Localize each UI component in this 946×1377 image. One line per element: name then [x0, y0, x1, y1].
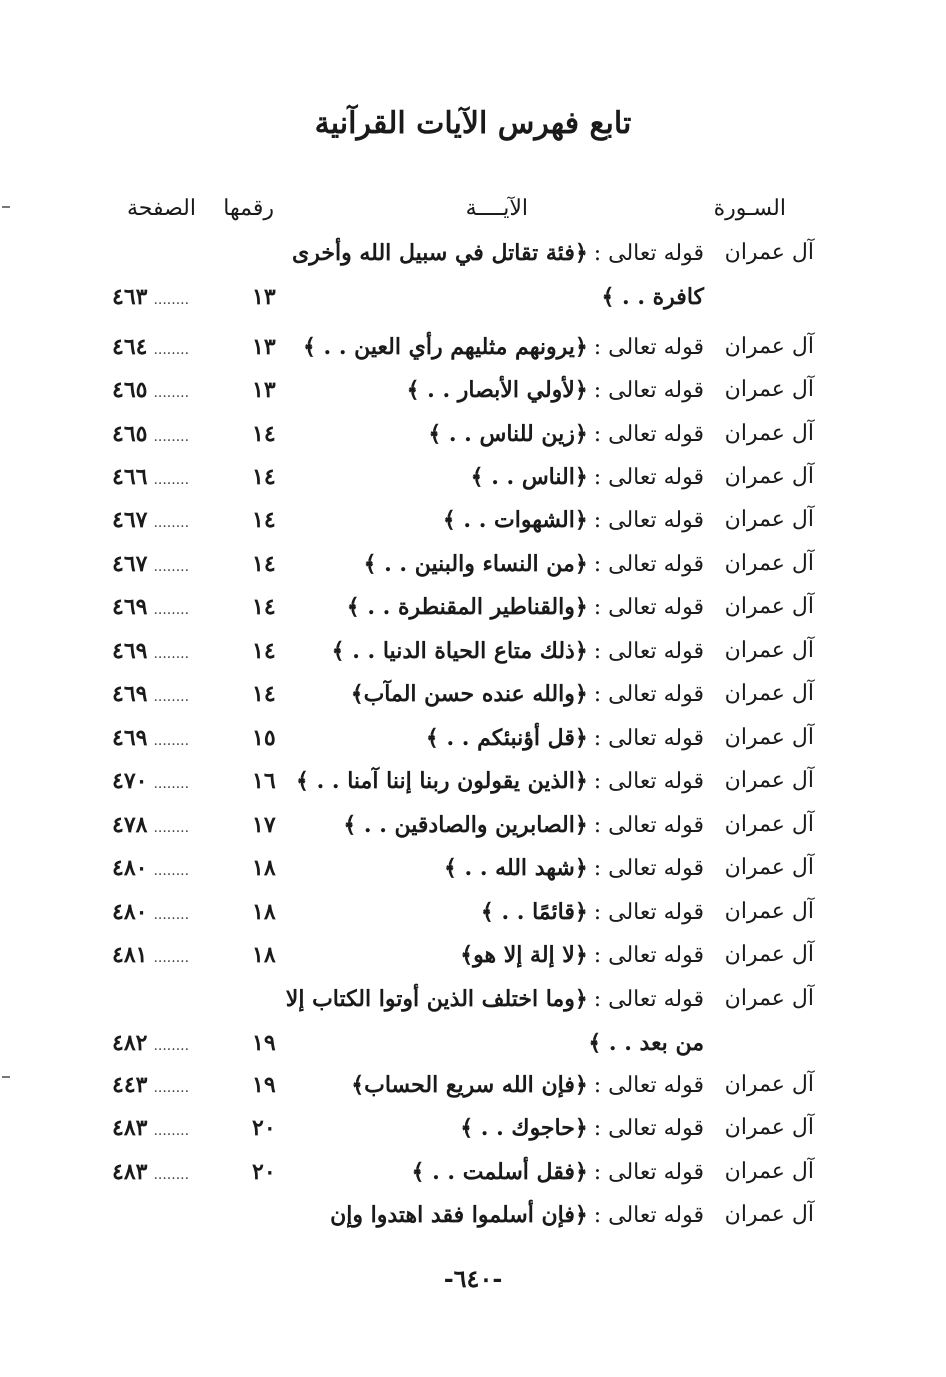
ayah-quote: ﴿قل أؤنبئكم . . ﴾	[425, 725, 588, 751]
ayah-number: ١٣	[252, 377, 276, 403]
table-row	[0, 725, 946, 765]
ayah-quote: ﴿الصابرين والصادقين . . ﴾	[343, 812, 588, 838]
ayah-quote: ﴿الذين يقولون ربنا إننا آمنا . . ﴾	[296, 768, 588, 794]
ayah-prefix: قوله تعالى :	[593, 900, 704, 925]
surah-name: آل عمران	[724, 464, 814, 489]
ayah-text	[324, 594, 704, 620]
ayah-text	[324, 1202, 704, 1228]
ayah-quote: ﴿زين للناس . . ﴾	[428, 421, 588, 447]
page-reference	[112, 942, 189, 968]
ayah-quote: ﴿فقل أسلمت . . ﴾	[411, 1159, 588, 1185]
ayah-number: ١٤	[252, 638, 276, 664]
ayah-number: ٢٠	[252, 1115, 276, 1141]
page-title: تابع فهرس الآيات القرآنية	[314, 106, 632, 141]
leader-dots: ........	[153, 602, 190, 618]
surah-name: آل عمران	[724, 812, 814, 837]
page-reference	[112, 377, 189, 403]
ayah-text	[324, 1159, 704, 1185]
page-value: ٤٨٢	[112, 1030, 148, 1056]
ayah-number: ١٣	[252, 284, 276, 310]
surah-name: آل عمران	[724, 725, 814, 750]
ayah-quote: ﴿يرونهم مثليهم رأي العين . . ﴾	[302, 334, 588, 360]
ayah-number: ١٤	[252, 681, 276, 707]
page-reference	[112, 899, 189, 925]
ayah-text	[324, 551, 704, 577]
ayah-text	[324, 638, 704, 664]
page-value: ٤٦٩	[112, 594, 148, 620]
ayah-number: ١٣	[252, 334, 276, 360]
ayah-quote: ﴿والقناطير المقنطرة . . ﴾	[346, 594, 588, 620]
column-header-page: الصفحة	[126, 196, 196, 221]
page-reference	[112, 812, 189, 838]
surah-name: آل عمران	[724, 551, 814, 576]
leader-dots: ........	[153, 472, 190, 488]
ayah-quote: ﴿فإن أسلموا فقد اهتدوا وإن	[330, 1202, 588, 1228]
surah-name: آل عمران	[724, 1115, 814, 1140]
ayah-text	[296, 768, 704, 794]
page-reference	[112, 1072, 189, 1098]
table-row	[0, 942, 946, 982]
ayah-prefix: قوله تعالى :	[593, 595, 704, 620]
ayah-prefix: قوله تعالى :	[593, 987, 704, 1012]
surah-name: آل عمران	[724, 638, 814, 663]
table-row	[0, 594, 946, 634]
surah-name: آل عمران	[724, 594, 814, 619]
table-row	[0, 240, 946, 310]
ayah-number: ١٦	[252, 768, 276, 794]
page-value: ٤٦٩	[112, 725, 148, 751]
page-reference	[112, 284, 189, 310]
ayah-prefix: قوله تعالى :	[593, 1160, 704, 1185]
ayah-text	[302, 334, 704, 360]
page-value: ٤٨٠	[112, 899, 148, 925]
ayah-text	[324, 464, 704, 490]
page-reference	[112, 1030, 189, 1056]
table-row	[0, 638, 946, 678]
ayah-number: ١٤	[252, 594, 276, 620]
page-value: ٤٦٥	[112, 421, 148, 447]
leader-dots: ........	[153, 385, 190, 401]
ayah-text	[324, 899, 704, 925]
ayah-text	[324, 1072, 704, 1098]
ayah-number: ١٤	[252, 421, 276, 447]
ayah-number: ١٨	[252, 855, 276, 881]
ayah-number: ١٤	[252, 551, 276, 577]
table-row	[0, 464, 946, 504]
ayah-number: ٢٠	[252, 1159, 276, 1185]
leader-dots: ........	[153, 1123, 190, 1139]
ayah-text	[324, 812, 704, 838]
leader-dots: ........	[153, 950, 190, 966]
table-row	[0, 768, 946, 808]
surah-name: آل عمران	[724, 334, 814, 359]
ayah-number: ١٩	[252, 1030, 276, 1056]
ayah-prefix: قوله تعالى :	[593, 769, 704, 794]
surah-name: آل عمران	[724, 1159, 814, 1184]
table-row	[0, 855, 946, 895]
leader-dots: ........	[153, 515, 190, 531]
ayah-number: ١٩	[252, 1072, 276, 1098]
leader-dots: ........	[153, 907, 190, 923]
ayah-continuation: من بعد . . ﴾	[588, 1030, 704, 1056]
page-value: ٤٦٧	[112, 551, 148, 577]
page-value: ٤٦٥	[112, 377, 148, 403]
ayah-prefix: قوله تعالى :	[593, 726, 704, 751]
ayah-prefix: قوله تعالى :	[593, 639, 704, 664]
surah-name: آل عمران	[724, 855, 814, 880]
table-row	[0, 551, 946, 591]
surah-name: آل عمران	[724, 421, 814, 446]
leader-dots: ........	[153, 646, 190, 662]
page-reference	[112, 638, 189, 664]
ayah-number: ١٧	[252, 812, 276, 838]
ayah-text	[285, 986, 704, 1012]
ayah-prefix: قوله تعالى :	[593, 335, 704, 360]
ayah-number: ١٤	[252, 507, 276, 533]
table-row	[0, 421, 946, 461]
ayah-prefix: قوله تعالى :	[593, 378, 704, 403]
ayah-text	[324, 421, 704, 447]
ayah-prefix: قوله تعالى :	[593, 241, 704, 266]
page-reference	[112, 725, 189, 751]
ayah-text	[324, 1115, 704, 1141]
table-row	[0, 812, 946, 852]
page-value: ٤٤٣	[112, 1072, 148, 1098]
leader-dots: ........	[153, 1038, 190, 1054]
ayah-quote: ﴿ذلك متاع الحياة الدنيا . . ﴾	[331, 638, 588, 664]
column-header-number: رقمها	[223, 196, 274, 221]
page-reference	[112, 1115, 189, 1141]
ayah-number: ١٥	[252, 725, 276, 751]
table-row	[0, 1202, 946, 1242]
leader-dots: ........	[153, 820, 190, 836]
column-header-surah: السـورة	[713, 196, 786, 221]
page-value: ٤٦٩	[112, 681, 148, 707]
surah-name: آل عمران	[724, 240, 814, 265]
surah-name: آل عمران	[724, 507, 814, 532]
leader-dots: ........	[153, 429, 190, 445]
page-value: ٤٦٣	[112, 284, 148, 310]
table-row	[0, 1159, 946, 1199]
page-value: ٤٦٧	[112, 507, 148, 533]
page-reference	[112, 507, 189, 533]
ayah-prefix: قوله تعالى :	[593, 856, 704, 881]
leader-dots: ........	[153, 776, 190, 792]
ayah-text	[292, 240, 704, 266]
ayah-prefix: قوله تعالى :	[593, 1116, 704, 1141]
table-row	[0, 334, 946, 374]
surah-name: آل عمران	[724, 377, 814, 402]
leader-dots: ........	[153, 559, 190, 575]
ayah-prefix: قوله تعالى :	[593, 1073, 704, 1098]
page-reference	[112, 681, 189, 707]
leader-dots: ........	[153, 292, 190, 308]
column-header-ayah: الآيــــة	[465, 196, 528, 221]
ayah-quote: ﴿الناس . . ﴾	[470, 464, 588, 490]
page-value: ٤٨٠	[112, 855, 148, 881]
surah-name: آل عمران	[724, 681, 814, 706]
table-row	[0, 1115, 946, 1155]
table-row	[0, 1072, 946, 1112]
page-reference	[112, 1159, 189, 1185]
surah-name: آل عمران	[724, 899, 814, 924]
ayah-quote: ﴿شهد الله . . ﴾	[443, 855, 588, 881]
surah-name: آل عمران	[724, 768, 814, 793]
ayah-quote: ﴿فئة تقاتل في سبيل الله وأخرى	[292, 240, 588, 266]
page-reference	[112, 464, 189, 490]
ayah-quote: ﴿فإن الله سريع الحساب﴾	[351, 1072, 588, 1098]
table-row	[0, 899, 946, 939]
page-number: -٦٤٠-	[443, 1264, 503, 1293]
ayah-prefix: قوله تعالى :	[593, 552, 704, 577]
page-reference	[112, 768, 189, 794]
leader-dots: ........	[153, 1080, 190, 1096]
ayah-number: ١٨	[252, 942, 276, 968]
ayah-quote: ﴿وما اختلف الذين أوتوا الكتاب إلا	[285, 986, 588, 1012]
ayah-continuation: كافرة . . ﴾	[601, 284, 704, 310]
page-value: ٤٦٦	[112, 464, 148, 490]
ayah-text	[324, 855, 704, 881]
surah-name: آل عمران	[724, 986, 814, 1011]
ayah-text	[324, 725, 704, 751]
table-row	[0, 377, 946, 417]
page-value: ٤٦٩	[112, 638, 148, 664]
margin-mark	[2, 1076, 10, 1078]
ayah-prefix: قوله تعالى :	[593, 465, 704, 490]
ayah-text	[324, 681, 704, 707]
page-value: ٤٧٨	[112, 812, 148, 838]
page-value: ٤٨١	[112, 942, 148, 968]
ayah-quote: ﴿لأولي الأبصار . . ﴾	[406, 377, 588, 403]
ayah-text	[324, 507, 704, 533]
leader-dots: ........	[153, 733, 190, 749]
ayah-quote: ﴿قائمًا . . ﴾	[480, 899, 588, 925]
leader-dots: ........	[153, 863, 190, 879]
leader-dots: ........	[153, 689, 190, 705]
ayah-text	[324, 942, 704, 968]
ayah-prefix: قوله تعالى :	[593, 1203, 704, 1228]
page-value: ٤٨٣	[112, 1159, 148, 1185]
leader-dots: ........	[153, 342, 190, 358]
ayah-quote: ﴿لا إلة إلا هو﴾	[460, 942, 588, 968]
ayah-quote: ﴿والله عنده حسن المآب﴾	[350, 681, 588, 707]
page-reference	[112, 594, 189, 620]
ayah-prefix: قوله تعالى :	[593, 508, 704, 533]
page-value: ٤٧٠	[112, 768, 148, 794]
ayah-quote: ﴿الشهوات . . ﴾	[442, 507, 588, 533]
ayah-prefix: قوله تعالى :	[593, 682, 704, 707]
page-reference	[112, 334, 189, 360]
ayah-number: ١٤	[252, 464, 276, 490]
ayah-number: ١٨	[252, 899, 276, 925]
ayah-prefix: قوله تعالى :	[593, 422, 704, 447]
page-reference	[112, 551, 189, 577]
ayah-quote: ﴿حاجوك . . ﴾	[460, 1115, 588, 1141]
margin-mark	[2, 206, 10, 208]
table-row	[0, 986, 946, 1056]
surah-name: آل عمران	[724, 1202, 814, 1227]
table-row	[0, 681, 946, 721]
ayah-prefix: قوله تعالى :	[593, 943, 704, 968]
surah-name: آل عمران	[724, 942, 814, 967]
ayah-text	[324, 377, 704, 403]
leader-dots: ........	[153, 1167, 190, 1183]
page-value: ٤٦٤	[112, 334, 148, 360]
table-row	[0, 507, 946, 547]
ayah-prefix: قوله تعالى :	[593, 813, 704, 838]
surah-name: آل عمران	[724, 1072, 814, 1097]
ayah-quote: ﴿من النساء والبنين . . ﴾	[363, 551, 588, 577]
page-reference	[112, 855, 189, 881]
page-value: ٤٨٣	[112, 1115, 148, 1141]
page-reference	[112, 421, 189, 447]
